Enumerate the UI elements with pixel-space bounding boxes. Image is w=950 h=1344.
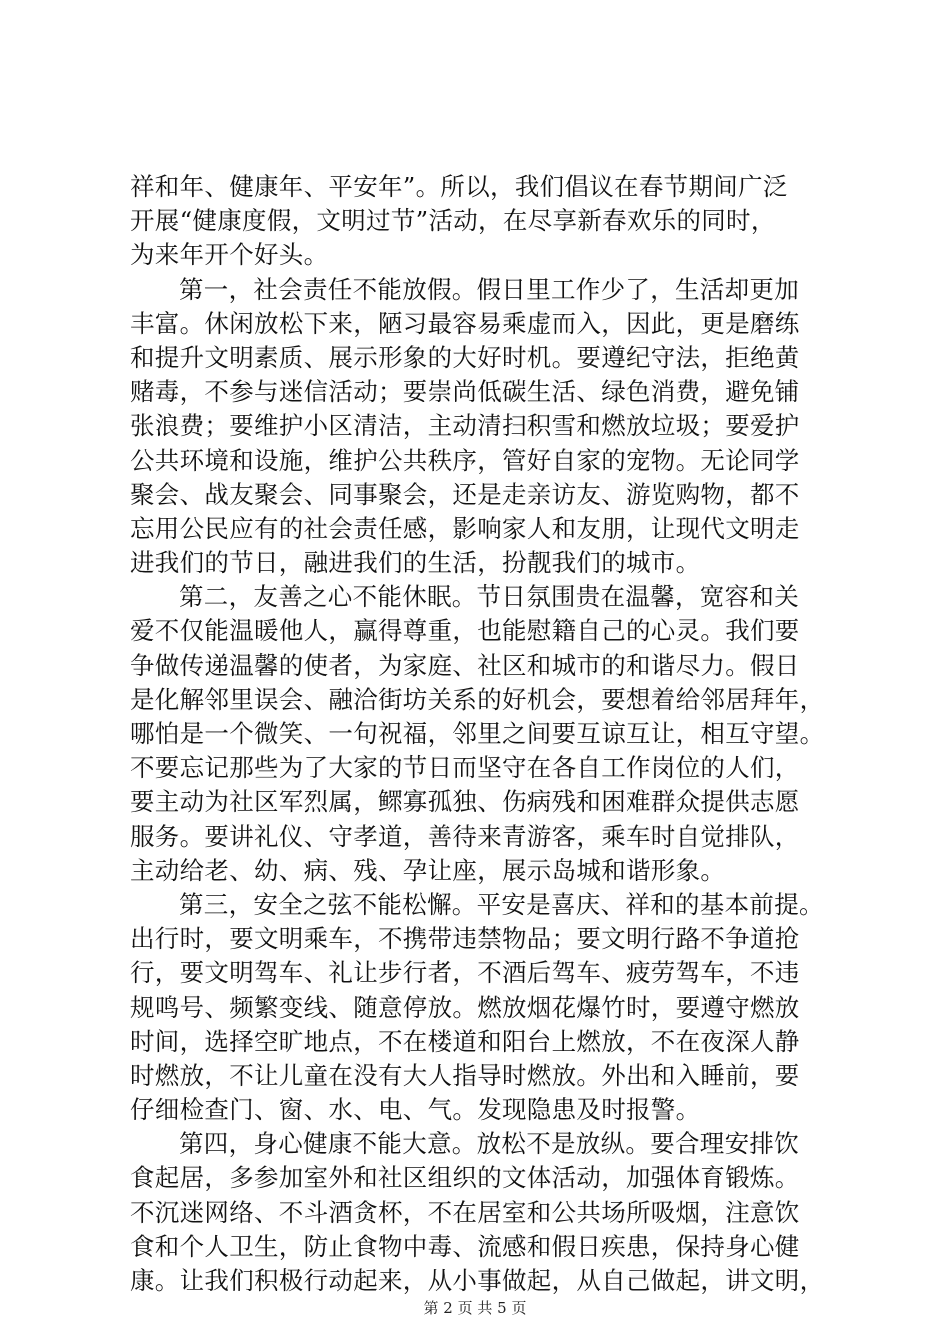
text-line: 和提升文明素质、展示形象的大好时机。要遵纪守法，拒绝黄 [130, 342, 800, 372]
text-line: 不沉迷网络、不斗酒贪杯，不在居室和公共场所吸烟，注意饮 [130, 1197, 800, 1227]
paragraph-3-start: 第三，安全之弦不能松懈。平安是喜庆、祥和的基本前提。 [179, 889, 824, 919]
paragraph-2-start: 第二，友善之心不能休眠。节日氛围贵在温馨，宽容和关 [179, 582, 799, 612]
text-line: 时燃放，不让儿童在没有大人指导时燃放。外出和入睡前，要 [130, 1060, 800, 1090]
text-line: 张浪费；要维护小区清洁，主动清扫积雪和燃放垃圾；要爱护 [130, 411, 800, 441]
text-line: 为来年开个好头。 [130, 240, 329, 270]
text-line: 丰富。休闲放松下来，陋习最容易乘虚而入，因此，更是磨练 [130, 308, 800, 338]
text-line: 开展“健康度假，文明过节”活动，在尽享新春欢乐的同时， [130, 206, 776, 236]
text-line: 爱不仅能温暖他人，赢得尊重，也能慰籍自己的心灵。我们要 [130, 616, 800, 646]
text-line: 赌毒，不参与迷信活动；要崇尚低碳生活、绿色消费，避免铺 [130, 377, 800, 407]
text-line: 规鸣号、频繁变线、随意停放。燃放烟花爆竹时，要遵守燃放 [130, 992, 800, 1022]
paragraph-1-start: 第一，社会责任不能放假。假日里工作少了，生活却更加 [179, 274, 799, 304]
text-line: 时间，选择空旷地点，不在楼道和阳台上燃放，不在夜深人静 [130, 1026, 800, 1056]
text-line: 哪怕是一个微笑、一句祝福，邻里之间要互谅互让，相互守望。 [130, 719, 825, 748]
text-line: 康。让我们积极行动起来，从小事做起，从自己做起，讲文明， [130, 1266, 825, 1295]
text-line: 进我们的节日，融进我们的生活，扮靓我们的城市。 [130, 548, 701, 578]
page-number: 第 2 页 共 5 页 [423, 1299, 527, 1317]
text-line: 食起居，多参加室外和社区组织的文体活动，加强体育锻炼。 [130, 1163, 800, 1193]
text-line: 出行时，要文明乘车，不携带违禁物品；要文明行路不争道抢 [130, 924, 800, 954]
text-line: 行，要文明驾车、礼让步行者，不酒后驾车、疲劳驾车，不违 [130, 958, 800, 988]
text-line: 争做传递温馨的使者，为家庭、社区和城市的和谐尽力。假日 [130, 650, 800, 680]
text-line: 要主动为社区军烈属，鳏寡孤独、伤病残和困难群众提供志愿 [130, 787, 800, 817]
text-line: 祥和年、健康年、平安年”。所以，我们倡议在春节期间广泛 [130, 172, 788, 201]
text-line: 聚会、战友聚会、同事聚会，还是走亲访友、游览购物，都不 [130, 479, 800, 509]
paragraph-4-start: 第四，身心健康不能大意。放松不是放纵。要合理安排饮 [179, 1129, 799, 1159]
text-line: 公共环境和设施，维护公共秩序，管好自家的宠物。无论同学 [130, 445, 800, 475]
text-line: 食和个人卫生，防止食物中毒、流感和假日疾患，保持身心健 [130, 1231, 800, 1261]
text-line: 是化解邻里误会、融洽街坊关系的好机会，要想着给邻居拜年， [130, 684, 825, 714]
text-line: 忘用公民应有的社会责任感，影响家人和友朋，让现代文明走 [130, 513, 800, 543]
text-line: 不要忘记那些为了大家的节日而坚守在各自工作岗位的人们， [130, 753, 800, 783]
page-footer [0, 1298, 950, 1318]
text-line: 主动给老、幼、病、残、孕让座，展示岛城和谐形象。 [130, 855, 726, 885]
text-line: 仔细检查门、窗、水、电、气。发现隐患及时报警。 [130, 1095, 701, 1125]
body-text [130, 170, 830, 1298]
text-line: 服务。要讲礼仪、守孝道，善待来青游客，乘车时自觉排队， [130, 821, 800, 851]
